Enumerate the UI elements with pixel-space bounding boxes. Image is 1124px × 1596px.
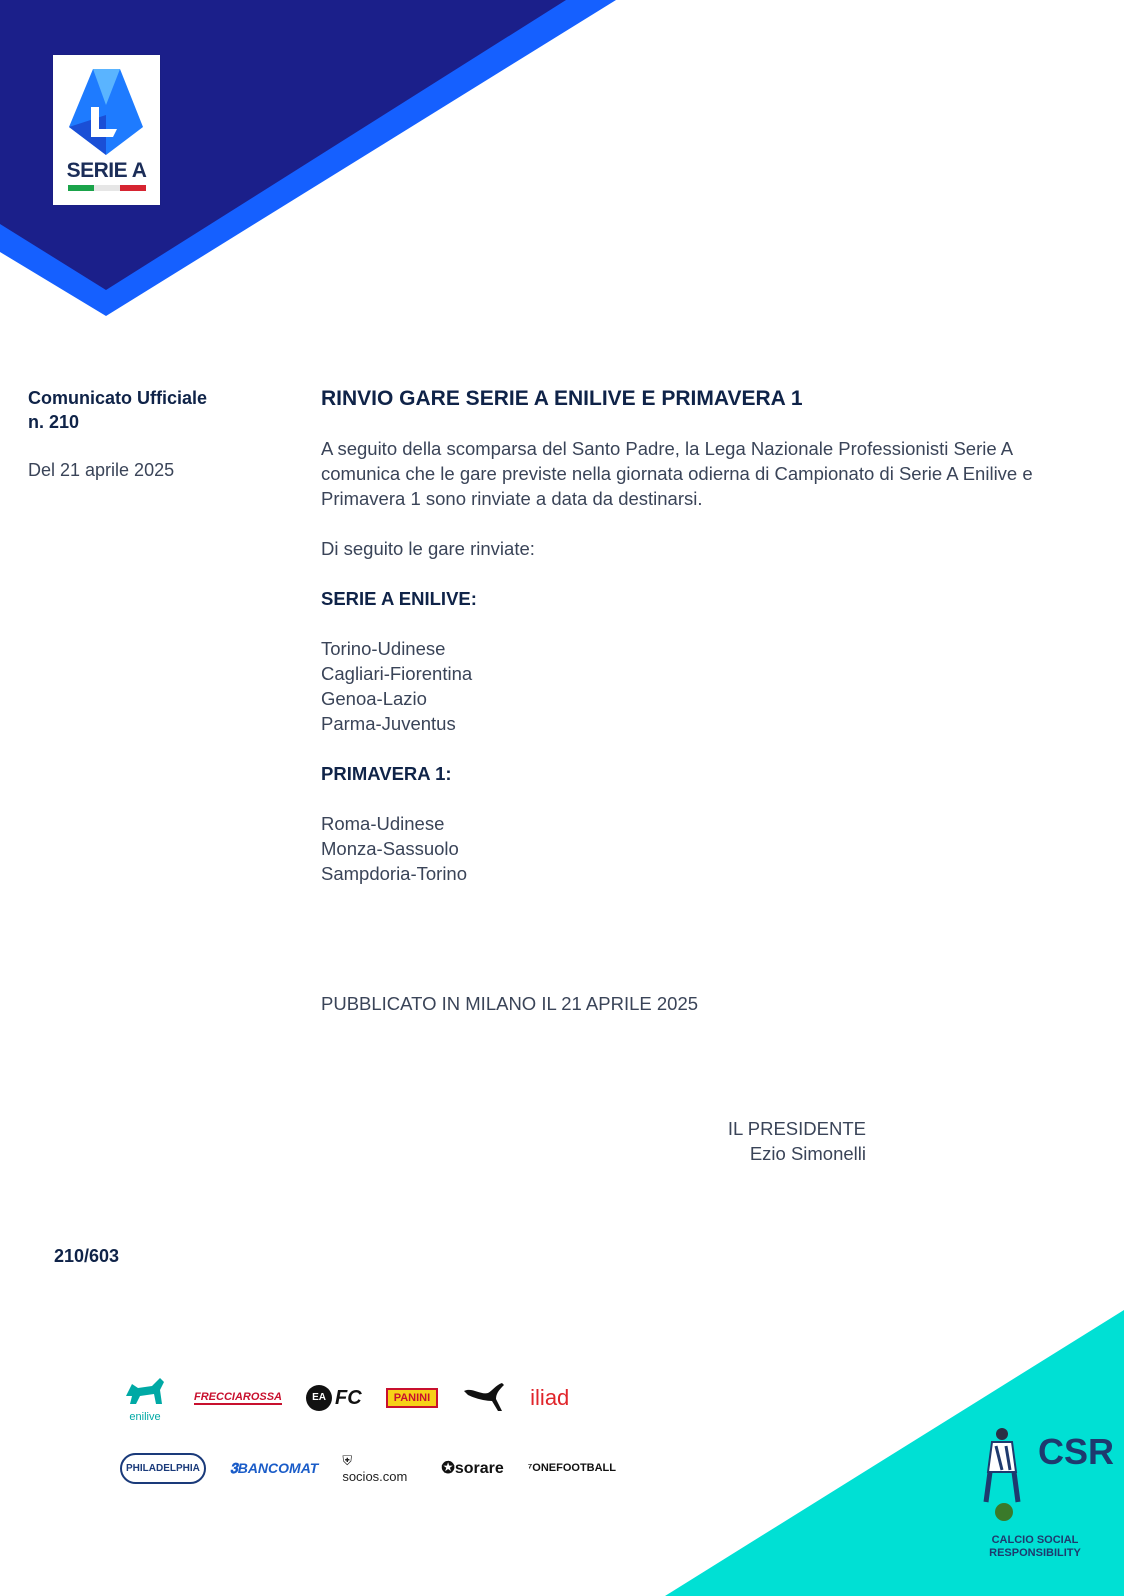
serie-a-heading: SERIE A ENILIVE: — [321, 588, 477, 609]
panini-logo: PANINI — [386, 1388, 438, 1408]
communique-info — [28, 386, 288, 482]
csr-logo — [980, 1424, 1115, 1574]
bancomat-icon: 𝟑 — [229, 1459, 238, 1476]
published-line: PUBBLICATO IN MILANO IL 21 APRILE 2025 — [321, 993, 699, 1014]
list-item: Monza-Sassuolo — [321, 838, 459, 859]
primavera-heading: PRIMAVERA 1: — [321, 763, 452, 784]
sponsor-row-2 — [120, 1438, 640, 1498]
serie-a-logo — [53, 55, 160, 205]
csr-caption: CALCIO SOCIAL RESPONSIBILITY — [989, 1534, 1081, 1559]
serie-a-emblem-icon — [53, 55, 160, 165]
puma-logo — [462, 1379, 506, 1418]
philadelphia-logo: PHILADELPHIA — [120, 1453, 206, 1484]
puma-cat-icon — [462, 1379, 506, 1413]
sponsor-logos — [120, 1368, 640, 1498]
main-content — [321, 386, 1041, 886]
sorare-star-icon: ✪ — [441, 1460, 455, 1477]
intro-paragraph: A seguito della scomparsa del Santo Padre, la Lega Nazionale Professionisti Serie A comunica che le gare previste nella giornata odierna di Campionato di Serie A Enilive e Primavera 1 sono rinviate a data da destinarsi. — [321, 438, 1033, 509]
onefootball-icon: ⁷ — [527, 1462, 533, 1474]
list-item: Genoa-Lazio — [321, 688, 427, 709]
frecciarossa-logo: FRECCIAROSSA — [194, 1391, 283, 1403]
enilive-logo: enilive — [120, 1374, 170, 1423]
sorare-logo: ✪sorare — [441, 1460, 504, 1477]
italian-flag-stripe — [68, 185, 146, 191]
protocol-number: 210/603 — [54, 1246, 120, 1266]
socios-shield-icon: ⛨ — [342, 1452, 353, 1468]
list-item: Sampdoria-Torino — [321, 863, 468, 884]
ea-fc-logo: EA FC — [306, 1385, 362, 1411]
list-item: Torino-Udinese — [321, 638, 446, 659]
iliad-logo: iliad — [530, 1385, 570, 1410]
list-item: Cagliari-Fiorentina — [321, 663, 473, 684]
list-item: Parma-Juventus — [321, 713, 456, 734]
signature-block — [700, 1116, 866, 1166]
serie-a-match-list — [321, 636, 1041, 736]
dog-icon — [122, 1374, 168, 1408]
ea-icon: EA — [306, 1385, 332, 1411]
socios-logo: ⛨ socios.com — [342, 1452, 408, 1484]
sponsor-row-1 — [120, 1368, 640, 1428]
communique-date: Del 21 aprile 2025 — [28, 460, 175, 480]
bancomat-logo: 𝟑BANCOMAT — [229, 1459, 319, 1476]
onefootball-logo: ⁷ONEFOOTBALL — [527, 1462, 616, 1474]
logo-text: SERIE A — [66, 159, 147, 182]
communique-number: n. 210 — [28, 412, 80, 432]
list-intro: Di seguito le gare rinviate: — [321, 538, 535, 559]
list-item: Roma-Udinese — [321, 813, 445, 834]
signature-name: Ezio Simonelli — [749, 1143, 866, 1164]
csr-player-icon — [980, 1424, 1115, 1534]
document-title: RINVIO GARE SERIE A ENILIVE E PRIMAVERA 1 — [321, 387, 803, 410]
signature-role: IL PRESIDENTE — [727, 1118, 866, 1139]
communique-label: Comunicato Ufficiale — [28, 388, 208, 408]
svg-text:CSR: CSR — [1038, 1431, 1115, 1472]
primavera-match-list — [321, 811, 1041, 886]
